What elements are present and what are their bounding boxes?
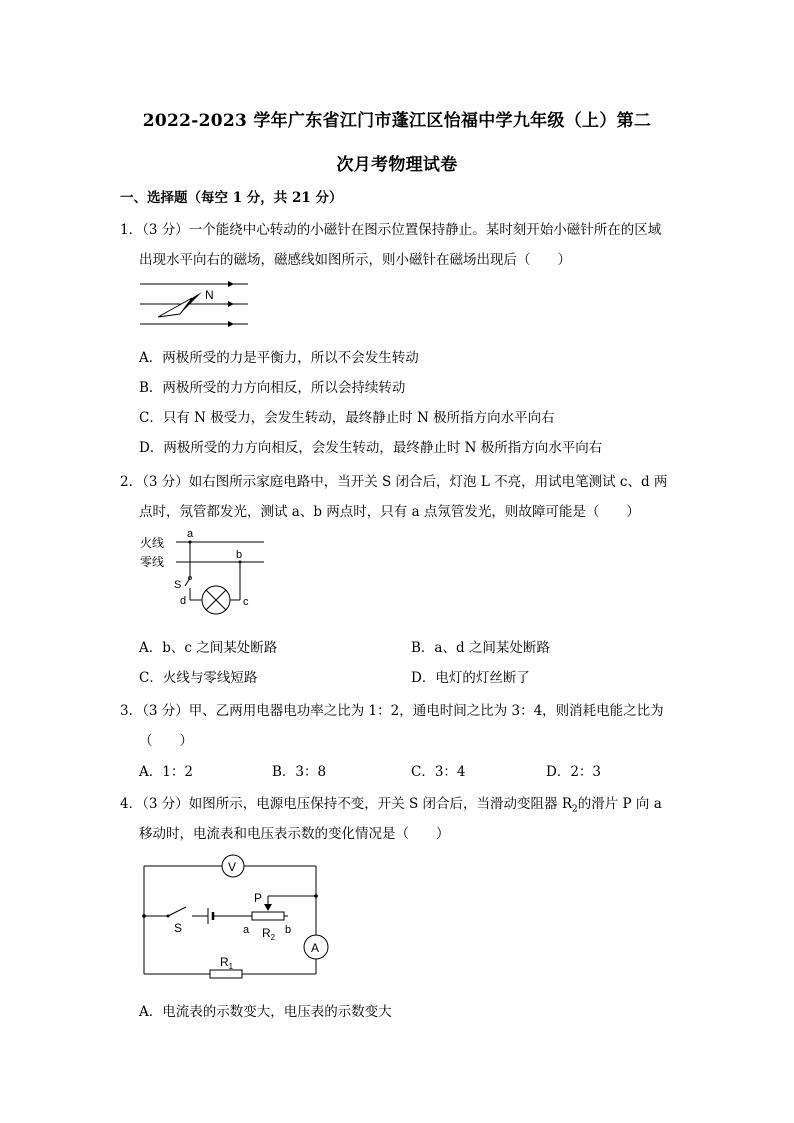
q3-stem-line1: 3．（3 分）甲、乙两用电器电功率之比为 1：2，通电时间之比为 3：4，则消耗电能之比为 xyxy=(120,703,664,719)
q1-magnet-figure xyxy=(138,278,253,334)
q4-circuit-figure xyxy=(138,852,330,984)
switch-s-label: S xyxy=(174,579,182,591)
q2-stem-line1: 2．（3 分）如右图所示家庭电路中，当开关 S 闭合后，灯泡 L 不亮，用试电笔测试 c、d 两 xyxy=(120,474,668,490)
q4-stem-line2: 移动时，电流表和电压表示数的变化情况是（ ） xyxy=(139,826,450,842)
ammeter-label: A xyxy=(311,941,320,955)
q2-option-b: B．a、d 之间某处断路 xyxy=(411,640,550,656)
q3-option-a: A．1：2 xyxy=(139,764,193,780)
live-wire-label: 火线 xyxy=(140,536,165,550)
slider-p-label: P xyxy=(254,891,263,905)
q2-stem-line2: 点时，氖管都发光，测试 a、b 两点时，只有 a 点氖管发光，则故障可能是（ ） xyxy=(139,504,640,520)
q4-stem-line1: 4．（3 分）如图所示，电源电压保持不变，开关 S 闭合后，当滑动变阻器 $R_2$的滑片 P 向 a xyxy=(120,796,662,815)
end-a-label: a xyxy=(243,924,250,936)
q1-option-b: B．两极所受的力方向相反，所以会持续转动 xyxy=(139,380,406,396)
r1-label: $R_1$ xyxy=(220,955,234,971)
exam-title-line2: 次月考物理试卷 xyxy=(336,155,458,175)
q3-stem-line2: （ ） xyxy=(139,733,193,749)
switch-s-label: S xyxy=(174,921,183,935)
q2-option-d: D．电灯的灯丝断了 xyxy=(411,670,530,686)
point-b-label: b xyxy=(236,549,243,561)
exam-title-line1: 2022-2023 学年广东省江门市蓬江区怡福中学九年级（上）第二 xyxy=(142,111,652,131)
point-c-label: c xyxy=(243,596,249,608)
q2-circuit-figure xyxy=(138,526,270,618)
point-d-label: d xyxy=(180,595,187,607)
end-b-label: b xyxy=(285,924,292,936)
q1-option-c: C．只有 N 极受力，会发生转动，最终静止时 N 极所指方向水平向右 xyxy=(139,410,555,426)
neutral-wire-label: 零线 xyxy=(140,555,165,569)
q2-option-c: C．火线与零线短路 xyxy=(139,670,258,686)
q3-option-b: B．3：8 xyxy=(272,764,327,780)
q3-option-d: D．2：3 xyxy=(546,764,602,780)
q3-option-c: C．3：4 xyxy=(411,764,466,780)
voltmeter-label: V xyxy=(228,860,237,874)
q1-option-a: A．两极所受的力是平衡力，所以不会发生转动 xyxy=(139,350,419,366)
section-heading: 一、选择题（每空 1 分，共 21 分） xyxy=(120,190,343,206)
q1-option-d: D．两极所受的力方向相反，会发生转动，最终静止时 N 极所指方向水平向右 xyxy=(139,440,603,456)
q1-n-label: N xyxy=(205,288,214,302)
q2-option-a: A．b、c 之间某处断路 xyxy=(139,640,278,656)
q1-stem-line2: 出现水平向右的磁场，磁感线如图所示，则小磁针在磁场出现后（ ） xyxy=(139,252,571,268)
q4-option-a: A．电流表的示数变大，电压表的示数变大 xyxy=(139,1004,392,1020)
q1-stem-line1: 1．（3 分）一个能绕中心转动的小磁针在图示位置保持静止。某时刻开始小磁针所在的区域 xyxy=(120,222,662,238)
r2-label: $R_2$ xyxy=(262,926,276,942)
point-a-label: a xyxy=(187,528,194,540)
